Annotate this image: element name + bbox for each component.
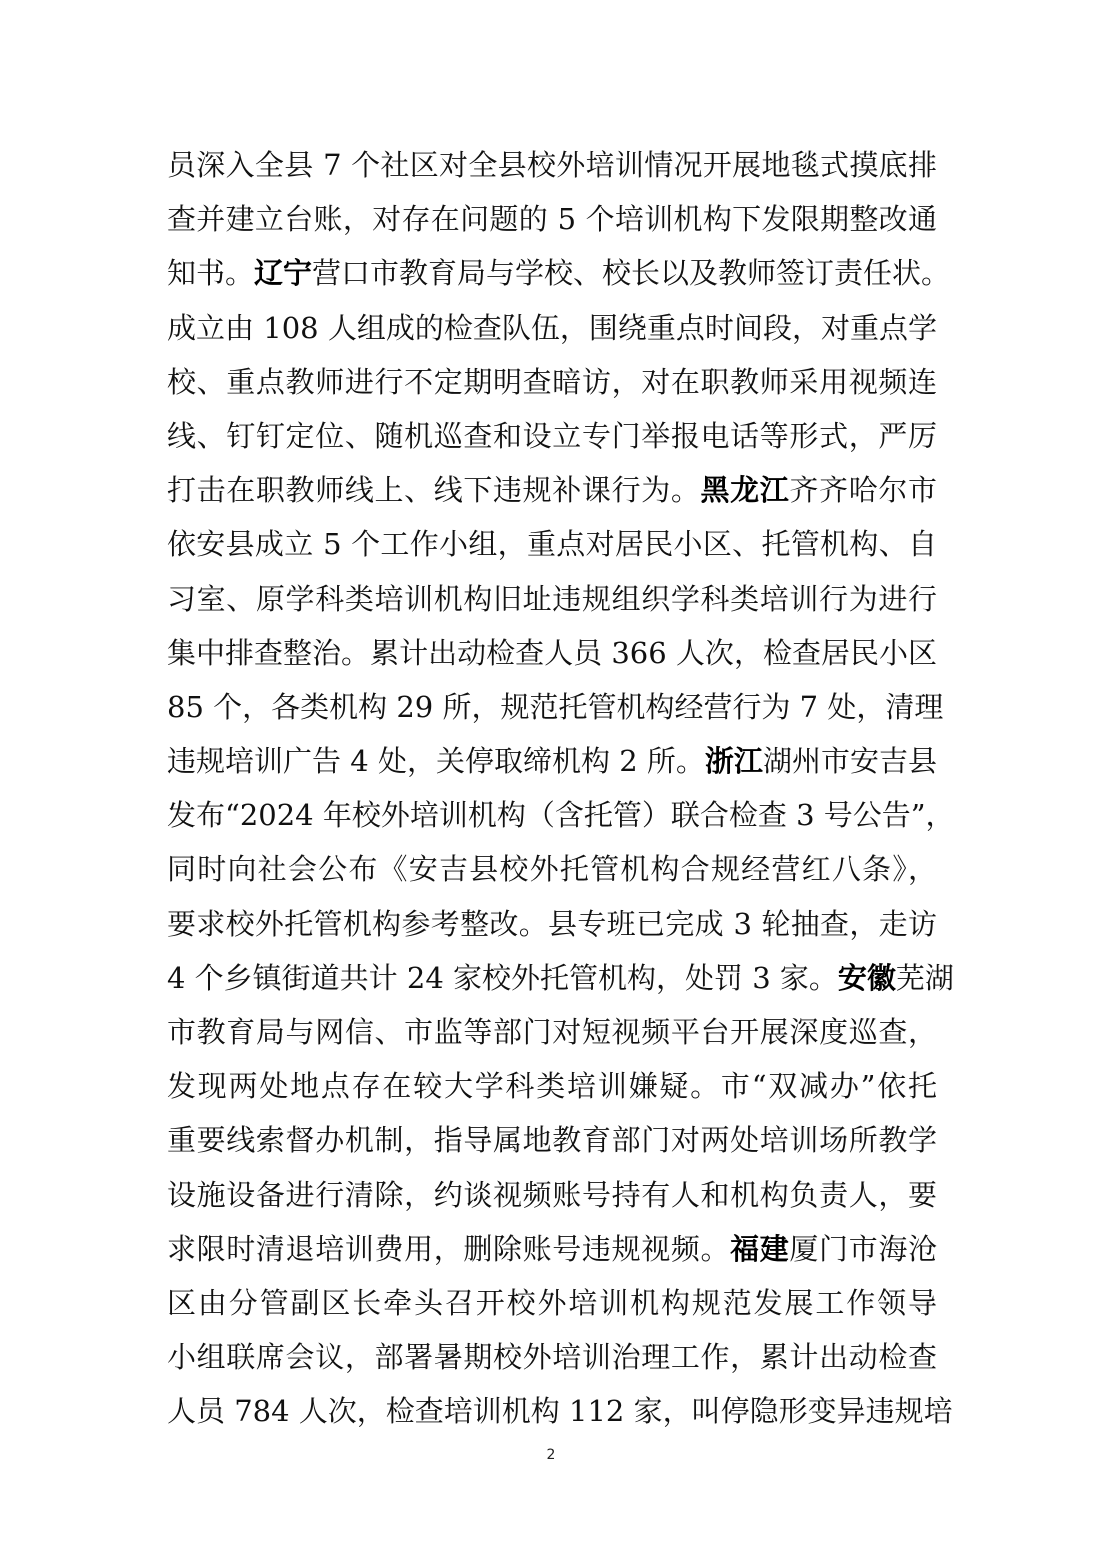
text-segment: 人员 784 人次，检查培训机构 112 家，叫停隐形变异违规培 — [167, 1394, 953, 1429]
text-segment: 85 个，各类机构 29 所，规范托管机构经营行为 7 处，清理 — [167, 689, 944, 724]
text-line — [167, 192, 937, 246]
province-name-heading: 黑龙江 — [700, 473, 790, 508]
text-segment: 校、重点教师进行不定期明查暗访，对在职教师采用视频连 — [167, 364, 937, 399]
text-segment: 同时向社会公布《安吉县校外托管机构合规经营红八条》， — [167, 852, 937, 887]
text-segment: 要求校外托管机构参考整改。县专班已完成 3 轮抽查，走访 — [167, 906, 937, 941]
text-segment: 查并建立台账，对存在问题的 5 个培训机构下发限期整改通 — [167, 202, 937, 237]
page-number: 2 — [546, 1447, 556, 1463]
text-line — [167, 463, 937, 517]
text-segment: 求限时清退培训费用，删除账号违规视频。 — [167, 1231, 731, 1266]
text-segment: 知书。 — [167, 256, 255, 291]
text-segment: 重要线索督办机制，指导属地教育部门对两处培训场所教学 — [167, 1123, 937, 1158]
text-line — [167, 1005, 937, 1059]
text-line — [167, 301, 937, 355]
text-segment: 成立由 108 人组成的检查队伍，围绕重点时间段，对重点学 — [167, 310, 937, 345]
text-segment: 厦门市海沧 — [789, 1231, 937, 1266]
text-segment: 设施设备进行清除，约谈视频账号持有人和机构负责人，要 — [167, 1177, 937, 1212]
text-line — [167, 788, 955, 842]
text-line — [167, 246, 951, 300]
text-segment: 营口市教育局与学校、校长以及教师签订责任状。 — [312, 256, 951, 291]
province-name-heading: 安徽 — [837, 960, 896, 995]
text-line — [167, 572, 937, 626]
text-line — [167, 951, 954, 1005]
text-line — [167, 626, 937, 680]
text-line — [167, 842, 937, 896]
text-line — [167, 355, 937, 409]
text-line — [167, 138, 937, 192]
text-segment: 市教育局与网信、市监等部门对短视频平台开展深度巡查， — [167, 1015, 937, 1049]
text-segment: 小组联席会议，部署暑期校外培训治理工作，累计出动检查 — [167, 1340, 937, 1375]
text-segment: 习室、原学科类培训机构旧址违规组织学科类培训行为进行 — [167, 581, 937, 616]
text-segment: 线、钉钉定位、随机巡查和设立专门举报电话等形式，严厉 — [167, 418, 937, 453]
text-segment: 齐齐哈尔市 — [789, 473, 937, 508]
text-line — [167, 1168, 937, 1222]
text-segment: 湖州市安吉县 — [762, 744, 937, 779]
text-line — [167, 1276, 937, 1330]
province-name-heading: 辽宁 — [254, 256, 313, 291]
text-line — [167, 680, 944, 734]
text-line — [167, 1059, 937, 1113]
text-line — [167, 517, 937, 571]
text-segment: 区由分管副区长牵头召开校外培训机构规范发展工作领导 — [167, 1285, 937, 1320]
text-segment: 依安县成立 5 个工作小组，重点对居民小区、托管机构、自 — [167, 527, 937, 562]
province-name-heading: 福建 — [730, 1231, 790, 1266]
text-segment: 发布“2024 年校外培训机构（含托管）联合检查 3 号公告”， — [167, 798, 955, 833]
text-segment: 打击在职教师线上、线下违规补课行为。 — [167, 473, 701, 508]
text-line — [167, 1330, 937, 1384]
text-segment: 芜湖 — [895, 960, 954, 995]
text-segment: 集中排查整治。累计出动检查人员 366 人次，检查居民小区 — [167, 635, 937, 670]
text-line — [167, 1384, 953, 1438]
body-paragraph — [167, 138, 955, 1439]
text-line — [167, 1222, 937, 1276]
text-line — [167, 409, 937, 463]
text-line — [167, 734, 937, 788]
text-line — [167, 1113, 937, 1167]
text-segment: 员深入全县 7 个社区对全县校外培训情况开展地毯式摸底排 — [167, 148, 937, 182]
province-name-heading: 浙江 — [704, 744, 763, 779]
text-segment: 发现两处地点存在较大学科类培训嫌疑。市“双减办”依托 — [167, 1069, 937, 1104]
text-line — [167, 897, 937, 951]
text-segment: 4 个乡镇街道共计 24 家校外托管机构，处罚 3 家。 — [167, 960, 838, 995]
text-segment: 违规培训广告 4 处，关停取缔机构 2 所。 — [167, 744, 705, 779]
